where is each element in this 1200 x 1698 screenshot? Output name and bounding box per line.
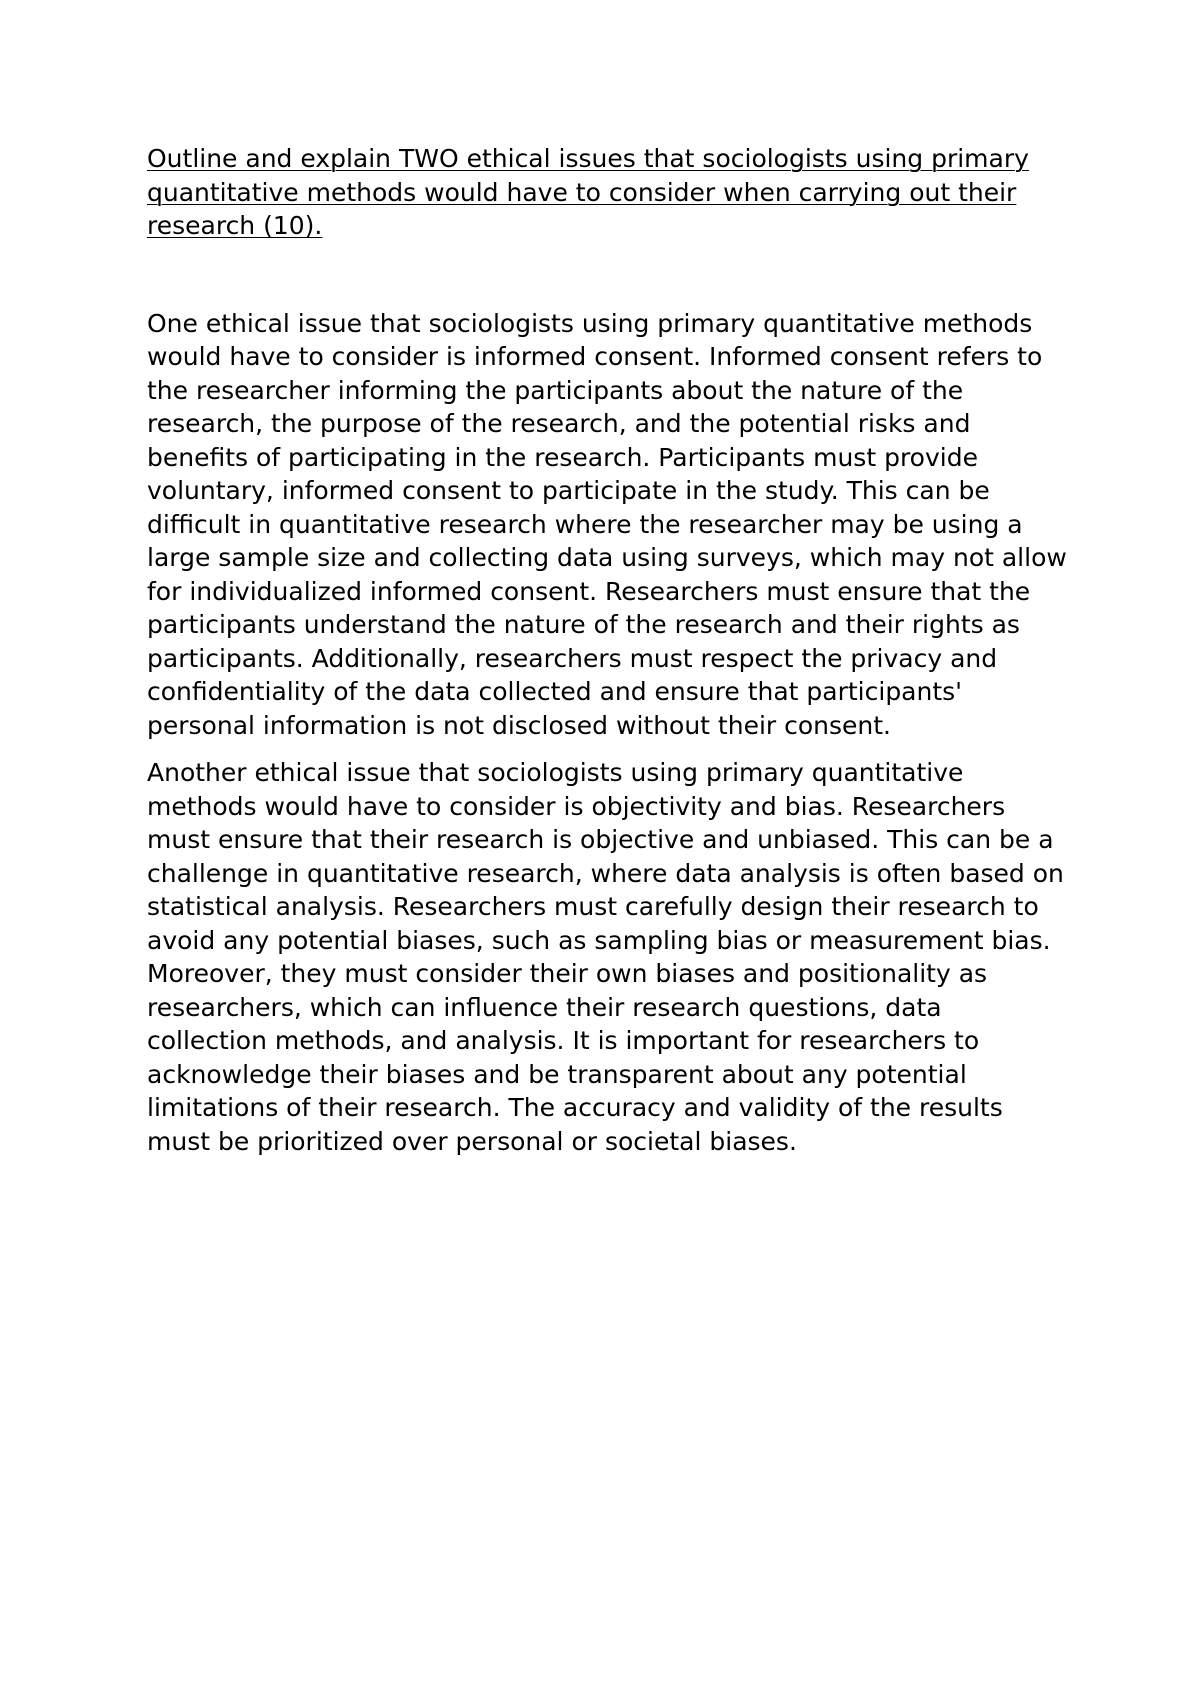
essay-question: Outline and explain TWO ethical issues that sociologists using primary quantitative methods would have to consider when carrying out their research (10).: [147, 144, 1029, 240]
answer-paragraph-informed-consent: One ethical issue that sociologists using primary quantitative methods would have to consider is informed consent. Informed consent refers to the researcher informing the participants about the nature of the research, the purpose of the research, and the potential risks and benefits of participating in the research. Participants must provide voluntary, informed consent to participate in the study. This can be difficult in quantitative research where the researcher may be using a large sample size and collecting data using surveys, which may not allow for individualized informed consent. Researchers must ensure that the participants understand the nature of the research and their rights as participants. Additionally, researchers must respect the privacy and confidentiality of the data collected and ensure that participants' personal information is not disclosed without their consent.: [147, 308, 1067, 740]
answer-paragraph-objectivity-bias: Another ethical issue that sociologists using primary quantitative methods would have to consider is objectivity and bias. Researchers must ensure that their research is objective and unbiased. This can be a challenge in quantitative research, where data analysis is often based on statistical analysis. Researchers must carefully design their research to avoid any potential biases, such as sampling bias or measurement bias. Moreover, they must consider their own biases and positionality as researchers, which can influence their research questions, data collection methods, and analysis. It is important for researchers to acknowledge their biases and be transparent about any potential limitations of their research. The accuracy and validity of the results must be prioritized over personal or societal biases.: [147, 758, 1064, 1156]
document-body: [147, 142, 1067, 1158]
